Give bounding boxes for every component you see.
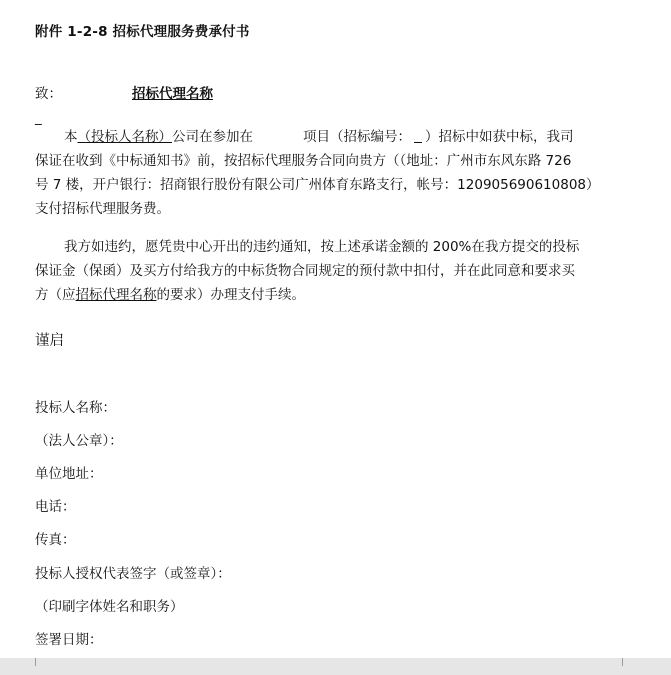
phone-field: 电话： xyxy=(35,499,76,515)
underscore-mark: _ xyxy=(35,110,42,126)
paragraph-line: 我方如违约，愿凭贵中心开出的违约通知，按上述承诺金额的 200%在我方提交的投标 xyxy=(64,239,580,255)
print-name-field: （印刷字体姓名和职务） xyxy=(35,599,184,615)
paragraph-line: 保证金（保函）及买方付给我方的中标货物合同规定的预付款中扣付，并在此同意和要求买 xyxy=(35,263,575,279)
text-run: 公司在参加在 xyxy=(172,129,253,145)
date-field: 签署日期： xyxy=(35,632,103,648)
representative-signature-field: 投标人授权代表签字（或签章）： xyxy=(35,566,231,582)
address-field: 单位地址： xyxy=(35,466,103,482)
default-paragraph xyxy=(35,235,635,307)
agent-name-placeholder: 招标代理名称 xyxy=(75,287,157,303)
text-run: 本 xyxy=(64,129,78,145)
commitment-paragraph xyxy=(35,125,635,221)
margin-corner-mark xyxy=(35,658,36,666)
text-run: 的要求）办理支付手续。 xyxy=(156,287,305,303)
paragraph-line xyxy=(35,125,635,149)
paragraph-line: 保证在收到《中标通知书》前，按招标代理服务合同向贵方（（地址：广州市东风东路 726 xyxy=(35,153,572,169)
closing-salutation: 谨启 xyxy=(35,333,64,349)
text-run: 项目（招标编号： xyxy=(303,129,411,145)
bidder-name-placeholder: （投标人名称） xyxy=(77,129,172,145)
bid-number-blank xyxy=(414,128,422,143)
text-run: ）招标中如获中标，我司 xyxy=(425,129,574,145)
paragraph-line: 支付招标代理服务费。 xyxy=(35,201,170,217)
document-title: 附件 1-2-8 招标代理服务费承付书 xyxy=(35,24,250,40)
paragraph-line xyxy=(35,283,635,307)
text-run: 方（应 xyxy=(35,287,76,303)
fax-field: 传真： xyxy=(35,532,76,548)
margin-corner-mark xyxy=(622,658,623,666)
seal-field: （法人公章）： xyxy=(35,433,123,449)
addressee-label: 致： xyxy=(35,86,62,102)
bidder-name-field: 投标人名称： xyxy=(35,400,116,416)
page-boundary-bar xyxy=(0,658,671,675)
paragraph-line: 号 7 楼，开户银行：招商银行股份有限公司广州体育东路支行，帐号：120905690610808） xyxy=(35,177,600,193)
addressee-name: 招标代理名称 xyxy=(132,86,213,102)
